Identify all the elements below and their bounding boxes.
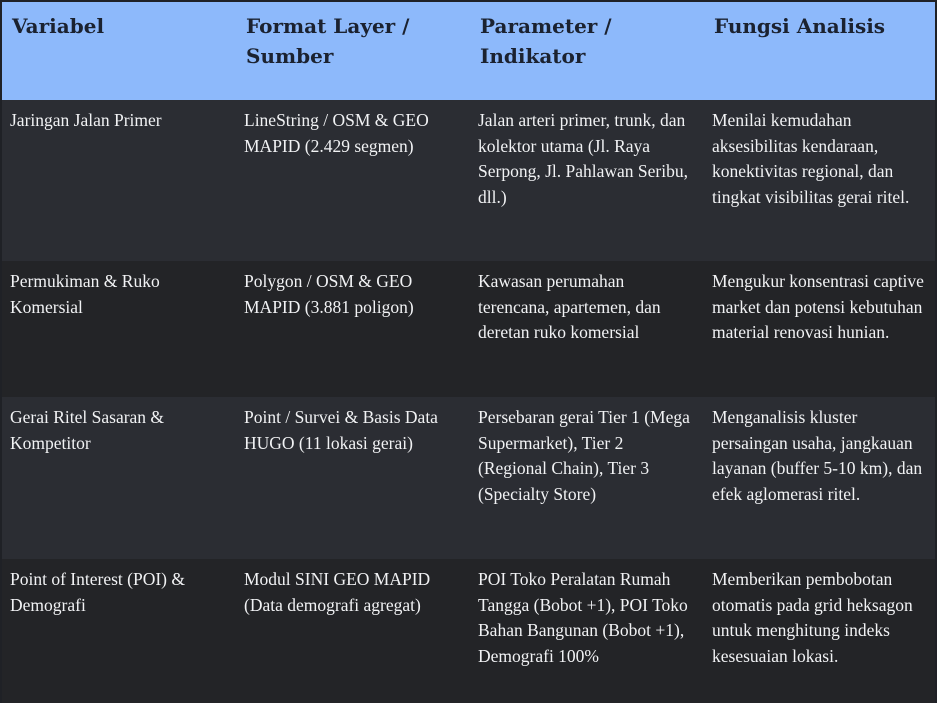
table-cell-parameter: Kawasan perumahan terencana, apartemen, dan deretan ruko komersial xyxy=(470,261,704,397)
table-cell-format: Polygon / OSM & GEO MAPID (3.881 poligon) xyxy=(236,261,470,397)
table-cell-variabel: Gerai Ritel Sasaran & Kompetitor xyxy=(2,397,236,559)
table-cell-parameter: POI Toko Peralatan Rumah Tangga (Bobot +1), POI Toko Bahan Bangunan (Bobot +1), Demografi 100% xyxy=(470,559,704,703)
table-cell-format: LineString / OSM & GEO MAPID (2.429 segmen) xyxy=(236,100,470,261)
column-header-fungsi: Fungsi Analisis xyxy=(704,2,935,100)
table-cell-fungsi: Mengukur konsentrasi captive market dan potensi kebutuhan material renovasi hunian. xyxy=(704,261,935,397)
table-cell-format: Modul SINI GEO MAPID (Data demografi agregat) xyxy=(236,559,470,703)
table-cell-parameter: Persebaran gerai Tier 1 (Mega Supermarket), Tier 2 (Regional Chain), Tier 3 (Specialty Store) xyxy=(470,397,704,559)
column-header-parameter: Parameter / Indikator xyxy=(470,2,704,100)
table-cell-variabel: Point of Interest (POI) & Demografi xyxy=(2,559,236,703)
table-cell-parameter: Jalan arteri primer, trunk, dan kolektor utama (Jl. Raya Serpong, Jl. Pahlawan Seribu, dll.) xyxy=(470,100,704,261)
table-cell-variabel: Permukiman & Ruko Komersial xyxy=(2,261,236,397)
table-cell-fungsi: Memberikan pembobotan otomatis pada grid heksagon untuk menghitung indeks kesesuaian lokasi. xyxy=(704,559,935,703)
table-cell-fungsi: Menganalisis kluster persaingan usaha, jangkauan layanan (buffer 5-10 km), dan efek aglomerasi ritel. xyxy=(704,397,935,559)
column-header-variabel: Variabel xyxy=(2,2,236,100)
table-cell-variabel: Jaringan Jalan Primer xyxy=(2,100,236,261)
table-cell-format: Point / Survei & Basis Data HUGO (11 lokasi gerai) xyxy=(236,397,470,559)
table-cell-fungsi: Menilai kemudahan aksesibilitas kendaraan, konektivitas regional, dan tingkat visibilitas gerai ritel. xyxy=(704,100,935,261)
column-header-format-layer: Format Layer / Sumber xyxy=(236,2,470,100)
